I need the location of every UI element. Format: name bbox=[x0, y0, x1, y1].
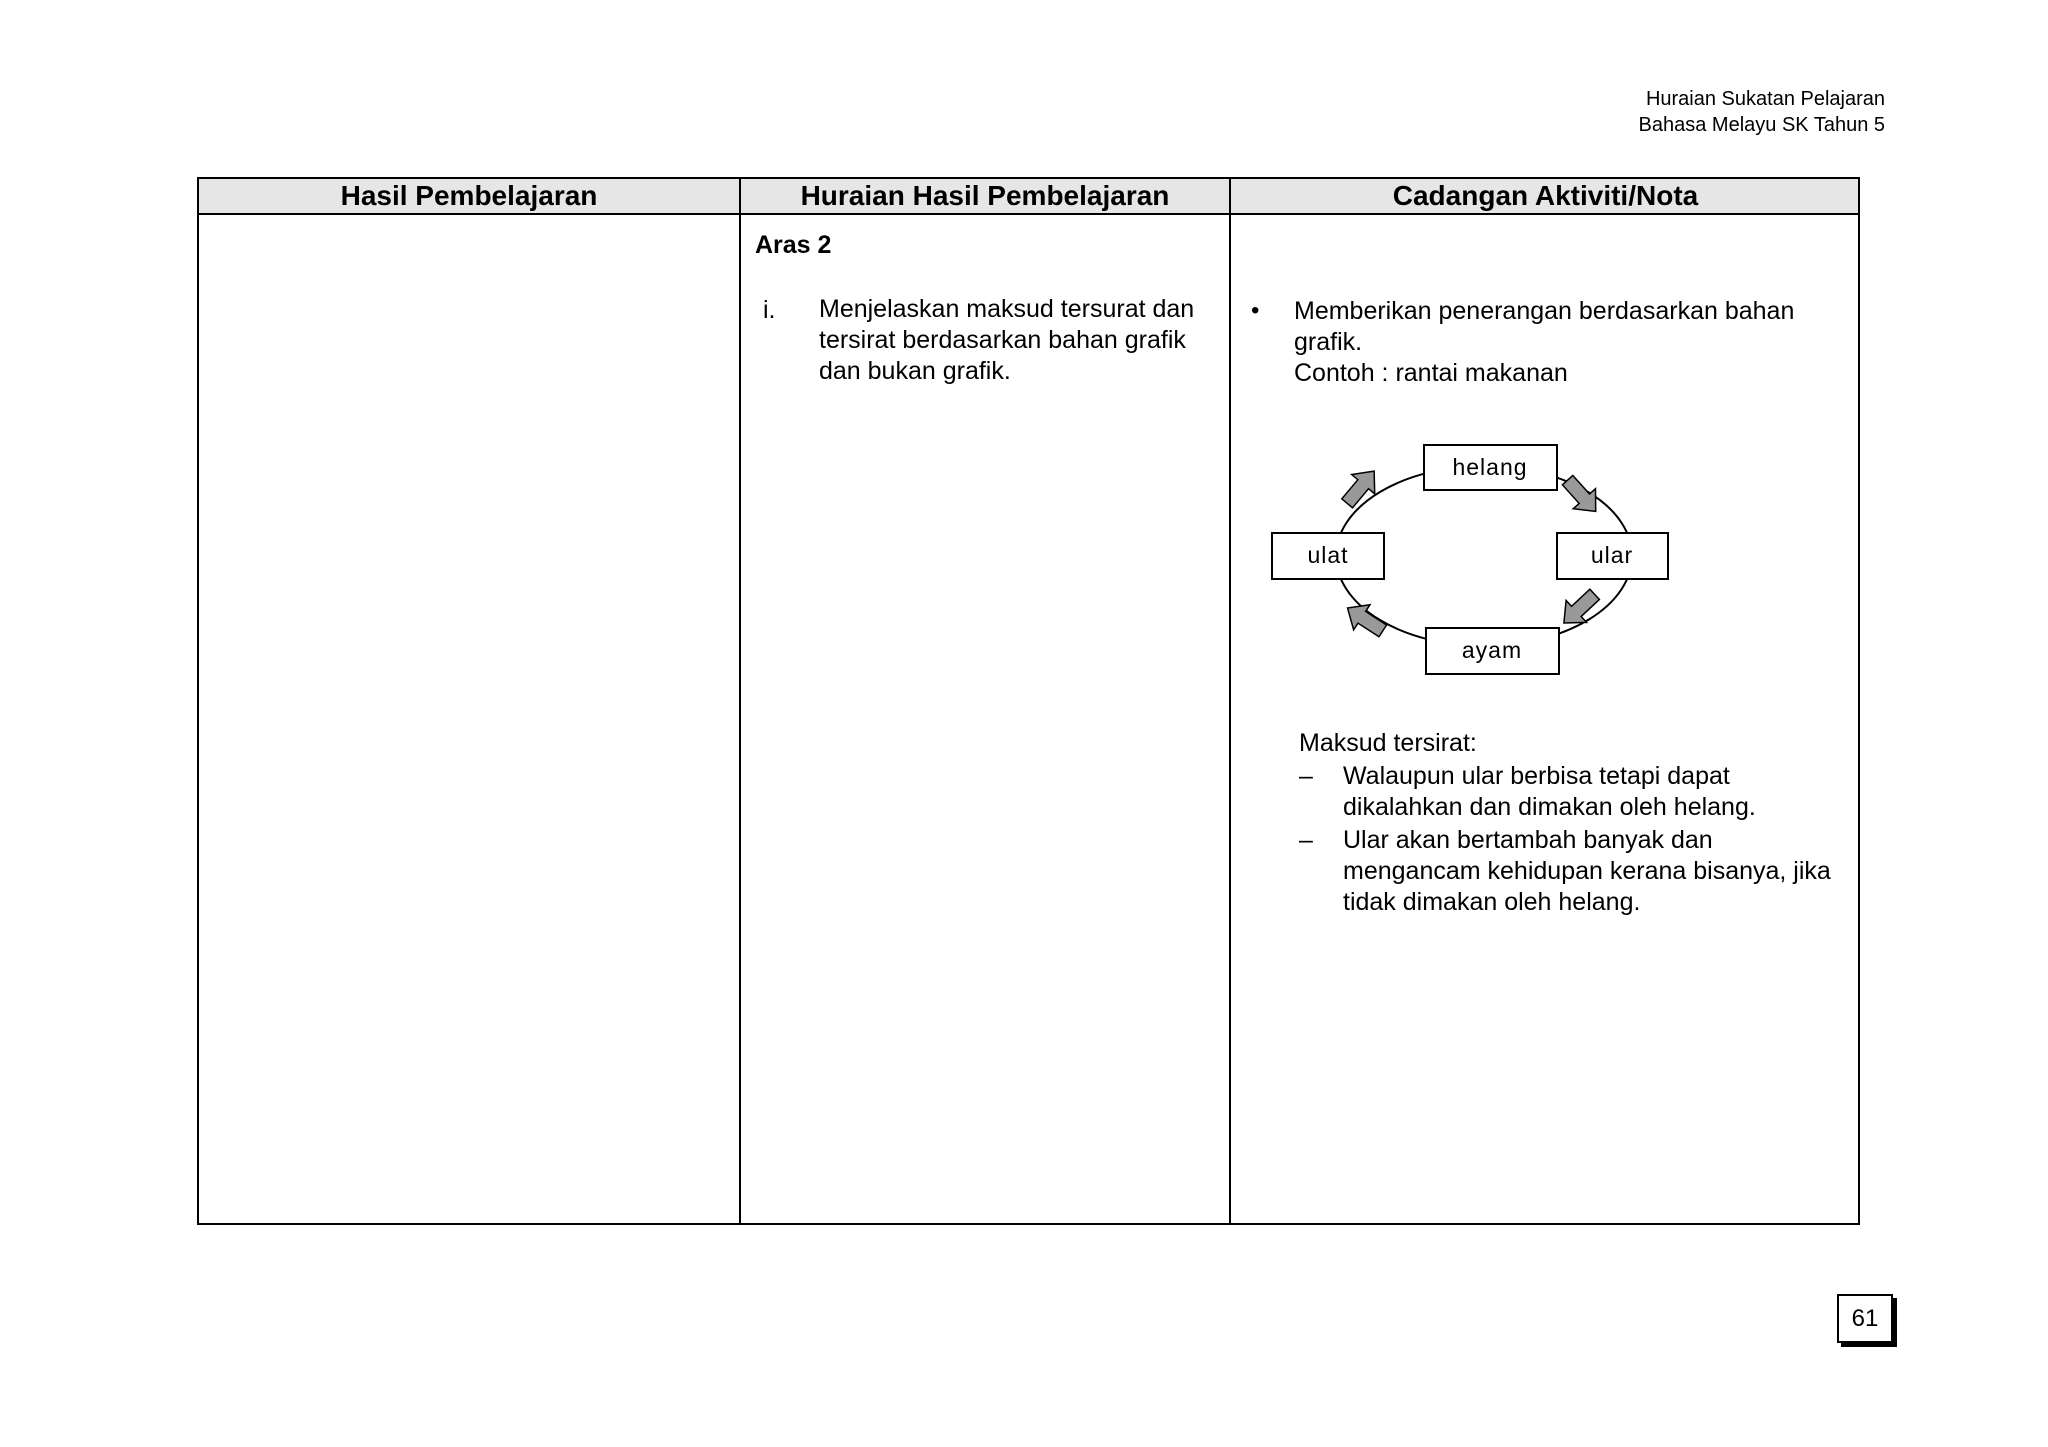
arrow-icon bbox=[1339, 595, 1391, 643]
dash-marker: – bbox=[1299, 762, 1313, 790]
column-divider bbox=[1229, 179, 1231, 1223]
list-item bbox=[1299, 825, 1839, 918]
implied-meaning-section bbox=[1299, 728, 1839, 918]
arrow-icon bbox=[1556, 470, 1606, 521]
column-header-hasil: Hasil Pembelajaran bbox=[340, 180, 598, 211]
list-item-text: Walaupun ular berbisa tetapi dapat dikalahkan dan dimakan oleh helang. bbox=[1343, 762, 1756, 821]
column-header-cadangan: Cadangan Aktiviti/Nota bbox=[1392, 180, 1699, 211]
level-heading: Aras 2 bbox=[755, 231, 832, 259]
bullet-icon: • bbox=[1251, 297, 1260, 324]
food-chain-node-ulat bbox=[1272, 533, 1384, 579]
document-header bbox=[1639, 86, 1885, 138]
page-number: 61 bbox=[1837, 1294, 1893, 1343]
column-header-huraian: Huraian Hasil Pembelajaran bbox=[800, 180, 1170, 211]
list-item-text: Ular akan bertambah banyak dan mengancam kehidupan kerana bisanya, jika tidak dimakan oleh helang. bbox=[1343, 826, 1831, 916]
food-chain-node-ayam bbox=[1426, 628, 1559, 674]
item-number: i. bbox=[763, 296, 776, 324]
activity-line: Memberikan penerangan berdasarkan bahan grafik. bbox=[1294, 297, 1795, 356]
header-title-line: Huraian Sukatan Pelajaran bbox=[1645, 88, 1885, 110]
food-chain-node-helang bbox=[1424, 445, 1557, 490]
implied-meaning-title: Maksud tersirat: bbox=[1299, 729, 1477, 757]
dash-marker: – bbox=[1299, 826, 1313, 854]
list-item bbox=[1299, 761, 1839, 823]
food-chain-diagram bbox=[1260, 430, 1680, 690]
activity-text bbox=[1294, 296, 1854, 389]
svg-text:ulat: ulat bbox=[1307, 542, 1349, 568]
column-divider bbox=[739, 179, 741, 1223]
table-header-row bbox=[199, 179, 1858, 215]
svg-text:ular: ular bbox=[1590, 542, 1634, 568]
arrow-icon bbox=[1554, 583, 1605, 634]
item-description: Menjelaskan maksud tersurat dan tersirat berdasarkan bahan grafik dan bukan grafik. bbox=[819, 295, 1195, 385]
example-line: Contoh : rantai makanan bbox=[1294, 359, 1568, 387]
food-chain-node-ular bbox=[1557, 533, 1668, 579]
header-subtitle-line: Bahasa Melayu SK Tahun 5 bbox=[1638, 114, 1885, 136]
svg-text:ayam: ayam bbox=[1461, 637, 1523, 663]
svg-text:helang: helang bbox=[1452, 454, 1528, 480]
